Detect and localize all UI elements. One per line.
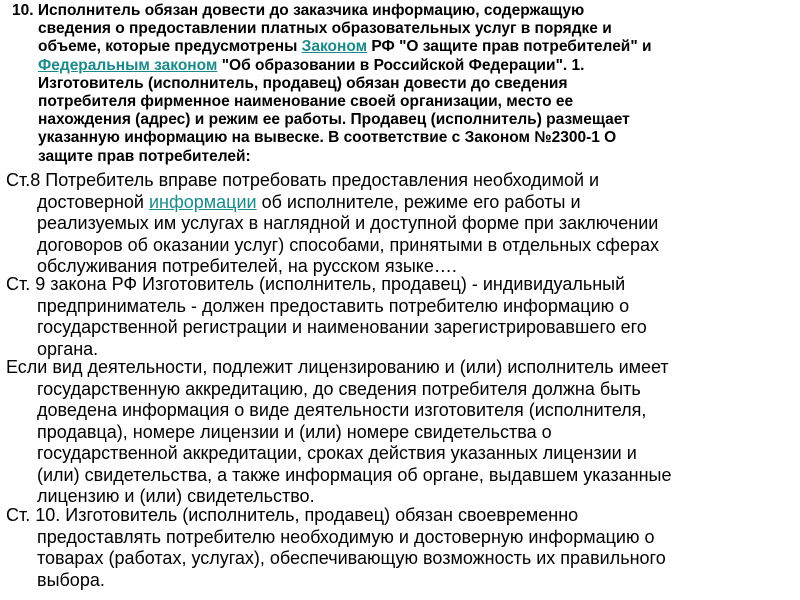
clause-10-line: нахождения (адрес) и режим ее работы. Продавец (исполнитель) размещает bbox=[38, 111, 630, 129]
clause-10-text: "Об образовании в Российской Федерации". 1. bbox=[217, 56, 585, 74]
article-8-paragraph bbox=[6, 170, 786, 278]
license-line: Если вид деятельности, подлежит лицензированию и (или) исполнитель имеет bbox=[6, 357, 669, 377]
license-line: продавца), номере лицензии и (или) номере свидетельства о bbox=[37, 421, 552, 442]
clause-10-text: РФ "О защите прав потребителей" и bbox=[367, 38, 652, 56]
clause-10-line: 10. Исполнитель обязан довести до заказчика информацию, содержащую bbox=[12, 2, 585, 19]
article-9-line: Ст. 9 закона РФ Изготовитель (исполнитель, продавец) - индивидуальный bbox=[6, 274, 626, 294]
information-link[interactable]: информации bbox=[148, 191, 257, 212]
federal-law-link[interactable]: Федеральным законом bbox=[38, 56, 218, 74]
article-8-line: договоров об оказании услуг) способами, принятыми в отдельных сферах bbox=[37, 234, 660, 255]
clause-10-bold-paragraph bbox=[12, 2, 780, 166]
article-8-line: Ст.8 Потребитель вправе потребовать предоставления необходимой и bbox=[6, 170, 600, 190]
license-paragraph bbox=[6, 357, 786, 508]
article-10-line: выбора. bbox=[37, 569, 105, 590]
license-line: (или) свидетельства, а также информация об органе, выдавшем указанные bbox=[37, 464, 672, 485]
clause-10-line: защите прав потребителей: bbox=[38, 147, 251, 165]
article-10-line: предоставлять потребителю необходимую и достоверную информацию о bbox=[37, 526, 655, 547]
clause-10-line bbox=[12, 38, 780, 56]
clause-10-line: Изготовитель (исполнитель, продавец) обязан довести до сведения bbox=[38, 74, 568, 92]
clause-10-line: указанную информацию на вывеске. В соответствие с Законом №2300-1 О bbox=[38, 129, 617, 147]
article-8-text: об исполнителе, режиме его работы и bbox=[256, 191, 581, 212]
article-10-line: товарах (работах, услугах), обеспечивающую возможность их правильного bbox=[37, 548, 666, 568]
license-line: государственную аккредитацию, до сведения потребителя должна быть bbox=[37, 378, 641, 399]
article-8-text: достоверной bbox=[37, 191, 149, 212]
license-line: государственной аккредитации, сроках действия указанных лицензии и bbox=[37, 443, 637, 463]
license-line: лицензию и (или) свидетельство. bbox=[37, 486, 315, 506]
article-8-line: обслуживания потребителей, на русском языке…. bbox=[37, 256, 457, 276]
article-8-line: реализуемых им услугах в наглядной и доступной форме при заключении bbox=[37, 213, 659, 233]
clause-10-text: объеме, которые предусмотрены bbox=[38, 38, 302, 56]
article-9-line: предприниматель - должен предоставить потребителю информацию о bbox=[37, 295, 630, 316]
zakon-link[interactable]: Законом bbox=[301, 38, 368, 56]
article-8-line bbox=[6, 192, 786, 214]
article-9-line: государственной регистрации и наименовании зарегистрировавшего его bbox=[37, 317, 647, 337]
clause-10-line: сведения о предоставлении платных образовательных услуг в порядке и bbox=[38, 20, 612, 38]
article-10-line: Ст. 10. Изготовитель (исполнитель, продавец) обязан своевременно bbox=[6, 505, 579, 525]
license-line: доведена информация о виде деятельности изготовителя (исполнителя, bbox=[37, 400, 647, 420]
clause-10-line bbox=[12, 57, 780, 75]
article-9-line: органа. bbox=[37, 338, 99, 359]
article-10-paragraph bbox=[6, 505, 786, 591]
clause-10-line: потребителя фирменное наименование своей организации, место ее bbox=[38, 93, 574, 111]
article-9-paragraph bbox=[6, 274, 786, 360]
